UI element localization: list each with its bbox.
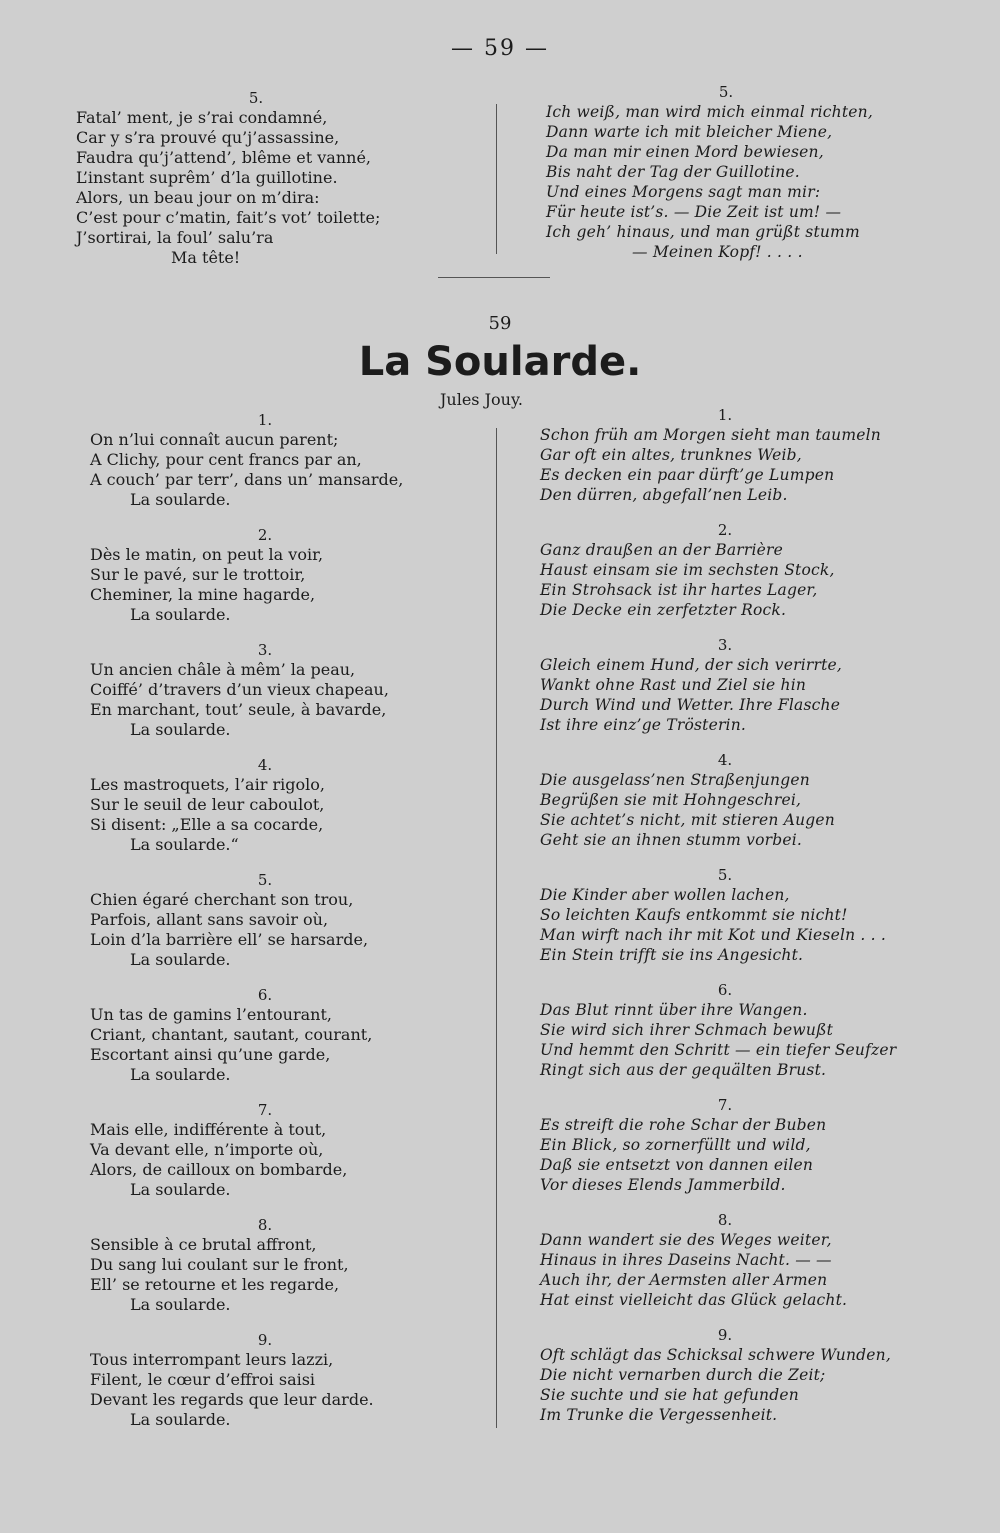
verse-line: Faudra qu’j’attend’, blême et vanné, xyxy=(76,148,372,167)
stanza-number: 2. xyxy=(717,521,733,539)
verse-refrain: La soularde. xyxy=(130,1180,231,1199)
stanza-number: 2. xyxy=(257,526,273,544)
stanza-number: 8. xyxy=(717,1211,733,1229)
stanza xyxy=(90,640,480,755)
verse-refrain: La soularde. xyxy=(130,605,231,624)
stanza-number: 5. xyxy=(257,871,273,889)
verse-line: On n’lui connaît aucun parent; xyxy=(90,430,339,449)
verse-line: Die Decke ein zerfetzter Rock. xyxy=(540,601,787,619)
verse-line: Parfois, allant sans savoir où, xyxy=(90,910,329,929)
french-column xyxy=(90,410,480,1445)
verse-line: Sie wird sich ihrer Schmach bewußt xyxy=(540,1021,834,1039)
stanza xyxy=(90,1100,480,1215)
verse-line: Dann wandert sie des Weges weiter, xyxy=(540,1231,832,1249)
verse-refrain: La soularde. xyxy=(130,1065,231,1084)
stanza xyxy=(540,635,970,750)
verse-line: Sie achtet’s nicht, mit stieren Augen xyxy=(540,811,835,829)
stanza-number: 5. xyxy=(717,866,733,884)
stanza xyxy=(540,865,970,980)
verse-line: Im Trunke die Vergessenheit. xyxy=(540,1406,778,1424)
verse-line: Les mastroquets, l’air rigolo, xyxy=(90,775,325,794)
verse-line: Tous interrompant leurs lazzi, xyxy=(90,1350,334,1369)
verse-line: Car y s’ra prouvé qu’j’assassine, xyxy=(76,128,340,147)
stanza xyxy=(540,520,970,635)
stanza-number: 9. xyxy=(257,1331,273,1349)
verse-line: Die ausgelass’nen Straßenjungen xyxy=(540,771,810,789)
stanza xyxy=(90,985,480,1100)
verse-line: Hinaus in ihres Daseins Nacht. — — xyxy=(540,1251,832,1269)
verse-line: Das Blut rinnt über ihre Wangen. xyxy=(540,1001,808,1019)
song-author: Jules Jouy. xyxy=(440,390,523,409)
verse-line: Ich geh’ hinaus, und man grüßt stumm xyxy=(546,223,860,241)
verse-refrain: — Meinen Kopf! . . . . xyxy=(632,243,803,261)
verse-refrain: La soularde.“ xyxy=(130,835,239,854)
verse-line: Vor dieses Elends Jammerbild. xyxy=(540,1176,786,1194)
verse-line: Haust einsam sie im sechsten Stock, xyxy=(540,561,835,579)
verse-line: Und eines Morgens sagt man mir: xyxy=(546,183,821,201)
verse-line: Ganz draußen an der Barrière xyxy=(540,541,784,559)
verse-line: Un tas de gamins l’entourant, xyxy=(90,1005,332,1024)
verse-line: Es streift die rohe Schar der Buben xyxy=(540,1116,827,1134)
verse-line: Si disent: „Elle a sa cocarde, xyxy=(90,815,324,834)
verse-line: Sensible à ce brutal affront, xyxy=(90,1235,317,1254)
verse-line: Devant les regards que leur darde. xyxy=(90,1390,374,1409)
verse-refrain: La soularde. xyxy=(130,1410,231,1429)
verse-line: Auch ihr, der Aermsten aller Armen xyxy=(540,1271,828,1289)
verse-line: Bis naht der Tag der Guillotine. xyxy=(546,163,800,181)
verse-refrain: La soularde. xyxy=(130,490,231,509)
verse-line: Da man mir einen Mord bewiesen, xyxy=(546,143,824,161)
stanza-number: 1. xyxy=(257,411,273,429)
verse-line: Gar oft ein altes, trunknes Weib, xyxy=(540,446,802,464)
column-divider xyxy=(496,428,497,1428)
verse-line: Escortant ainsi qu’une garde, xyxy=(90,1045,331,1064)
stanza-number: 3. xyxy=(257,641,273,659)
verse-line: Für heute ist’s. — Die Zeit ist um! — xyxy=(546,203,842,221)
verse-line: L’instant suprêm’ d’la guillotine. xyxy=(76,168,338,187)
stanza xyxy=(540,750,970,865)
stanza xyxy=(540,1095,970,1210)
verse-line: Ich weiß, man wird mich einmal richten, xyxy=(546,103,873,121)
verse-line: Begrüßen sie mit Hohngeschrei, xyxy=(540,791,802,809)
stanza-number: 7. xyxy=(257,1101,273,1119)
verse-line: Wankt ohne Rast und Ziel sie hin xyxy=(540,676,807,694)
verse-line: Man wirft nach ihr mit Kot und Kieseln . . . xyxy=(540,926,887,944)
verse-line: Ein Stein trifft sie ins Angesicht. xyxy=(540,946,804,964)
verse-refrain: Ma tête! xyxy=(171,248,241,267)
verse-line: Criant, chantant, sautant, courant, xyxy=(90,1025,373,1044)
section-divider xyxy=(438,277,550,278)
stanza xyxy=(540,1210,970,1325)
verse-line: Ein Blick, so zornerfüllt und wild, xyxy=(540,1136,811,1154)
verse-line: Daß sie entsetzt von dannen eilen xyxy=(540,1156,814,1174)
verse-line: Gleich einem Hund, der sich verirrte, xyxy=(540,656,843,674)
stanza-number: 6. xyxy=(257,986,273,1004)
verse-line: Den dürren, abgefall’nen Leib. xyxy=(540,486,788,504)
verse-line: Fatal’ ment, je s’rai condamné, xyxy=(76,108,328,127)
verse-line: Schon früh am Morgen sieht man taumeln xyxy=(540,426,881,444)
stanza-number: 6. xyxy=(717,981,733,999)
verse-line: Ist ihre einz’ge Trösterin. xyxy=(540,716,747,734)
verse-line: Die Kinder aber wollen lachen, xyxy=(540,886,790,904)
verse-line: Sur le seuil de leur caboulot, xyxy=(90,795,325,814)
verse-line: Es decken ein paar dürft’ge Lumpen xyxy=(540,466,835,484)
top-german-stanza xyxy=(546,82,966,262)
stanza xyxy=(540,405,970,520)
verse-line: A Clichy, pour cent francs par an, xyxy=(90,450,362,469)
verse-line: Hat einst vielleicht das Glück gelacht. xyxy=(540,1291,848,1309)
verse-line: Ell’ se retourne et les regarde, xyxy=(90,1275,340,1294)
stanza-number: 3. xyxy=(717,636,733,654)
verse-refrain: La soularde. xyxy=(130,950,231,969)
stanza xyxy=(90,755,480,870)
page-number: — 59 — xyxy=(451,36,549,61)
verse-line: Oft schlägt das Schicksal schwere Wunden, xyxy=(540,1346,891,1364)
stanza xyxy=(540,1325,970,1440)
verse-line: Mais elle, indifférente à tout, xyxy=(90,1120,327,1139)
verse-line: Cheminer, la mine hagarde, xyxy=(90,585,316,604)
verse-line: Dann warte ich mit bleicher Miene, xyxy=(546,123,833,141)
verse-refrain: La soularde. xyxy=(130,1295,231,1314)
stanza-number: 4. xyxy=(257,756,273,774)
verse-line: A couch’ par terr’, dans un’ mansarde, xyxy=(90,470,404,489)
top-french-stanza xyxy=(76,88,476,268)
verse-refrain: La soularde. xyxy=(130,720,231,739)
verse-line: Coiffé’ d’travers d’un vieux chapeau, xyxy=(90,680,389,699)
verse-line: Die nicht vernarben durch die Zeit; xyxy=(540,1366,826,1384)
stanza xyxy=(90,1215,480,1330)
stanza xyxy=(90,525,480,640)
song-number: 59 xyxy=(488,313,512,334)
verse-line: Chien égaré cherchant son trou, xyxy=(90,890,354,909)
verse-line: Sur le pavé, sur le trottoir, xyxy=(90,565,306,584)
stanza xyxy=(90,870,480,985)
verse-line: Du sang lui coulant sur le front, xyxy=(90,1255,349,1274)
stanza-number: 1. xyxy=(717,406,733,424)
stanza-number: 8. xyxy=(257,1216,273,1234)
stanza xyxy=(90,1330,480,1445)
verse-line: So leichten Kaufs entkommt sie nicht! xyxy=(540,906,848,924)
stanza-number: 9. xyxy=(717,1326,733,1344)
verse-line: Loin d’la barrière ell’ se harsarde, xyxy=(90,930,369,949)
stanza-number: 4. xyxy=(717,751,733,769)
column-divider xyxy=(496,104,497,254)
verse-line: Va devant elle, n’importe où, xyxy=(90,1140,324,1159)
german-column xyxy=(540,405,970,1440)
verse-line: Und hemmt den Schritt — ein tiefer Seufzer xyxy=(540,1041,897,1059)
verse-line: J’sortirai, la foul’ salu’ra xyxy=(76,228,274,247)
verse-line: Filent, le cœur d’effroi saisi xyxy=(90,1370,316,1389)
verse-line: Geht sie an ihnen stumm vorbei. xyxy=(540,831,803,849)
stanza-number: 5. xyxy=(248,89,264,107)
verse-line: Un ancien châle à mêm’ la peau, xyxy=(90,660,356,679)
verse-line: Ringt sich aus der gequälten Brust. xyxy=(540,1061,827,1079)
song-title: La Soularde. xyxy=(358,339,642,385)
verse-line: Dès le matin, on peut la voir, xyxy=(90,545,324,564)
stanza xyxy=(540,980,970,1095)
stanza-number: 5. xyxy=(718,83,734,101)
verse-line: C’est pour c’matin, fait’s vot’ toilette; xyxy=(76,208,381,227)
verse-line: Alors, un beau jour on m’dira: xyxy=(76,188,320,207)
verse-line: En marchant, tout’ seule, à bavarde, xyxy=(90,700,387,719)
verse-line: Durch Wind und Wetter. Ihre Flasche xyxy=(540,696,841,714)
verse-line: Ein Strohsack ist ihr hartes Lager, xyxy=(540,581,818,599)
verse-line: Alors, de cailloux on bombarde, xyxy=(90,1160,348,1179)
verse-line: Sie suchte und sie hat gefunden xyxy=(540,1386,799,1404)
stanza-number: 7. xyxy=(717,1096,733,1114)
stanza xyxy=(90,410,480,525)
